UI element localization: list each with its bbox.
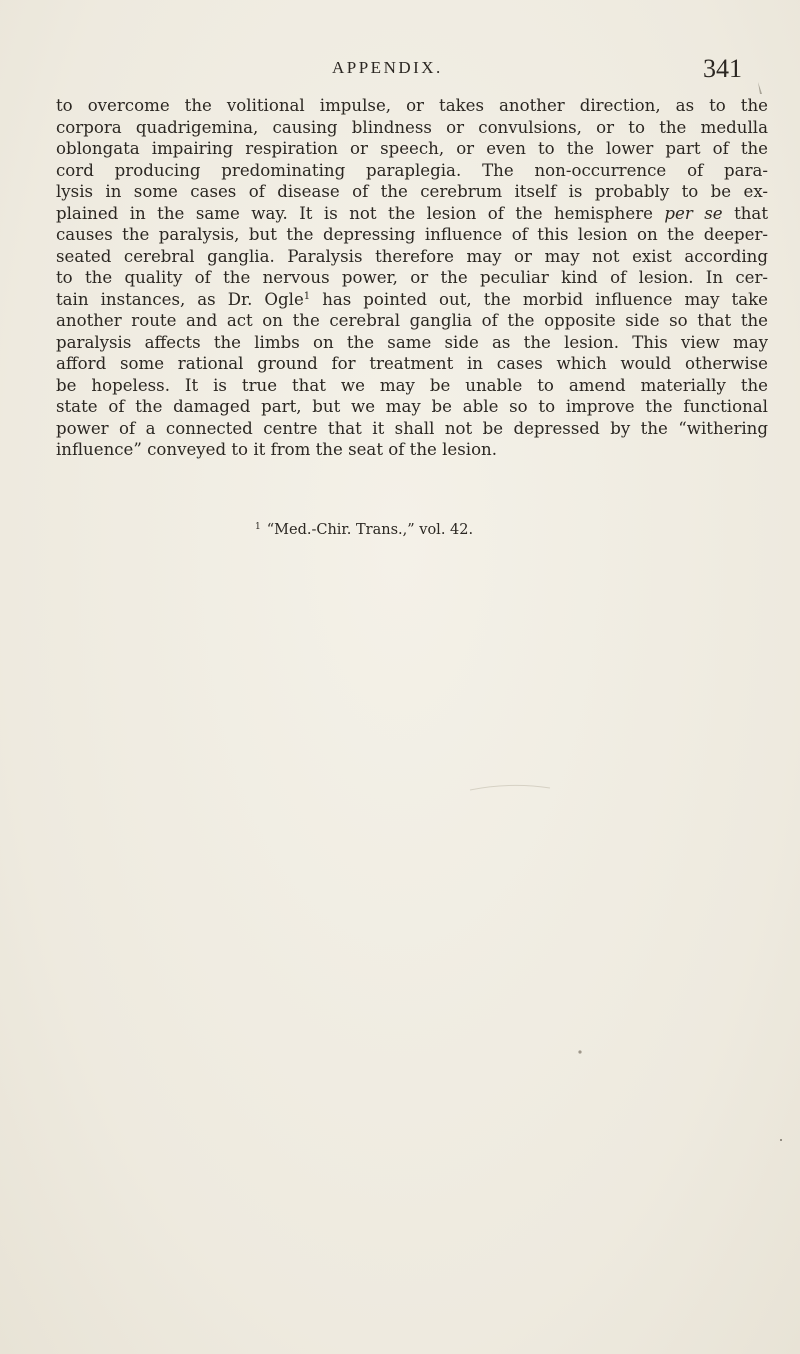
text-line: oblongata impairing respiration or speech, or even to the lower part of the	[56, 139, 768, 158]
text-line: state of the damaged part, but we may be able so to improve the functional	[56, 397, 768, 416]
text-line: power of a connected centre that it shall not be depressed by the “withering	[56, 418, 768, 438]
footnote-reference: 1	[303, 290, 311, 302]
text-line: influence” conveyed to it from the seat of the lesion.	[56, 440, 498, 459]
text-line: seated cerebral ganglia. Paralysis therefore may or may not exist according	[56, 246, 768, 266]
text-line: lysis in some cases of disease of the cerebrum itself is probably to be ex-	[56, 182, 768, 201]
text-segment: plained in the same way. It is not the lesion of the hemisphere	[56, 203, 653, 223]
text-line: to the quality of the nervous power, or the peculiar kind of lesion. In cer-	[56, 268, 768, 287]
text-line: paralysis affects the limbs on the same side as the lesion. This view may	[56, 332, 768, 352]
footnote-text: “Med.-Chir. Trans.,” vol. 42.	[266, 522, 474, 538]
footnote-marker: 1	[255, 522, 261, 532]
page-number: 341	[703, 54, 742, 83]
text-line: to overcome the volitional impulse, or takes another direction, as to the	[56, 96, 768, 115]
running-head: APPENDIX.	[332, 58, 443, 77]
text-line: afford some rational ground for treatment in cases which would otherwise	[56, 354, 768, 373]
text-segment: that	[734, 203, 768, 223]
text-line: causes the paralysis, but the depressing influence of this lesion on the deeper-	[56, 225, 768, 244]
text-segment: has pointed out, the morbid influence may take	[322, 289, 768, 309]
text-line: cord producing predominating paraplegia. The non-occurrence of para-	[56, 160, 768, 180]
italic-phrase: per se	[664, 203, 723, 223]
text-line: corpora quadrigemina, causing blindness or convulsions, or to the medulla	[56, 117, 768, 137]
text-line: be hopeless. It is true that we may be unable to amend materially the	[56, 375, 768, 395]
text-line: another route and act on the cerebral ganglia of the opposite side so that the	[56, 311, 768, 330]
text-segment: tain instances, as Dr. Ogle	[56, 289, 304, 309]
